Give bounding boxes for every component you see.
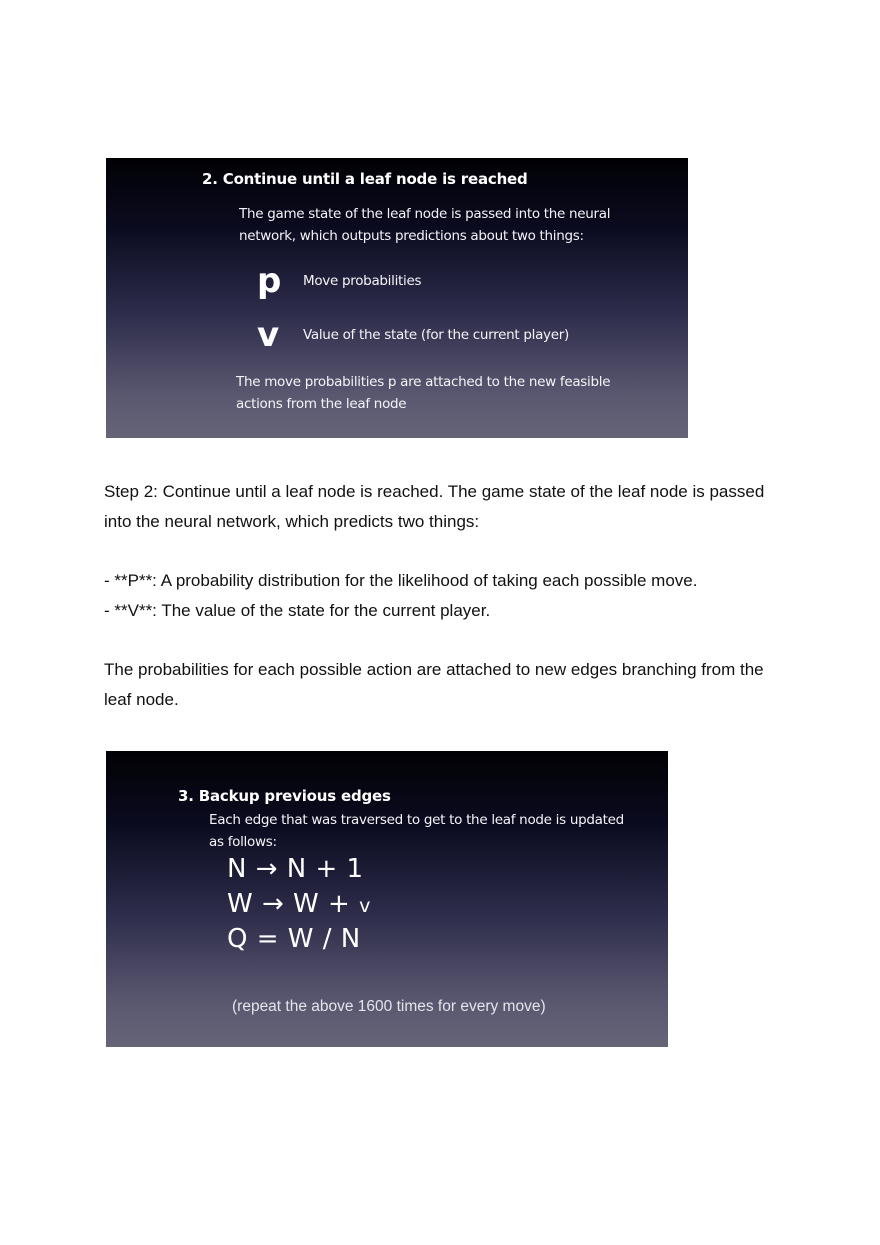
formula-lhs: N <box>227 854 247 884</box>
symbol-v: v <box>257 315 280 355</box>
slide-intro-line-1: The game state of the leaf node is passed into the neural <box>239 206 611 222</box>
repeat-note: (repeat the above 1600 times for every move) <box>232 998 546 1015</box>
formula-q <box>227 924 361 954</box>
formula-rhs: W + <box>293 889 351 919</box>
symbol-p: p <box>257 261 282 301</box>
probabilities-paragraph: The probabilities for each possible action are attached to new edges branching from the leaf node. <box>104 660 764 709</box>
bullet-v: - **V**: The value of the state for the current player. <box>104 601 491 620</box>
formula-lhs: Q <box>227 924 248 954</box>
formula-lhs: W <box>227 889 254 919</box>
bullet-p: - **P**: A probability distribution for the likelihood of taking each possible move. <box>104 571 698 590</box>
formula-n <box>227 854 364 884</box>
slide-image-leaf-node <box>106 158 688 438</box>
slide-outro-line-1: The move probabilities p are attached to the new feasible <box>236 374 611 390</box>
symbol-v-label: Value of the state (for the current player) <box>303 327 569 343</box>
formula-rhs-v: v <box>359 895 371 917</box>
slide-title: 2. Continue until a leaf node is reached <box>202 170 528 188</box>
formula-rhs: W / N <box>287 924 361 954</box>
formula-rhs: N + 1 <box>286 854 364 884</box>
slide-image-backup <box>106 751 668 1047</box>
symbol-p-label: Move probabilities <box>303 273 422 289</box>
slide-intro-line-2: network, which outputs predictions about two things: <box>239 228 584 244</box>
slide-intro-line-2: as follows: <box>209 834 277 850</box>
slide-outro-line-2: actions from the leaf node <box>236 396 407 412</box>
equals-sign: = <box>256 924 280 954</box>
arrow-icon: → <box>255 854 279 884</box>
formula-w <box>227 889 371 921</box>
arrow-icon: → <box>261 889 285 919</box>
slide-title: 3. Backup previous edges <box>178 787 391 805</box>
step2-paragraph: Step 2: Continue until a leaf node is reached. The game state of the leaf node is passed into the neural network, which predicts two things: <box>104 482 765 531</box>
slide-intro-line-1: Each edge that was traversed to get to the leaf node is updated <box>209 812 624 828</box>
